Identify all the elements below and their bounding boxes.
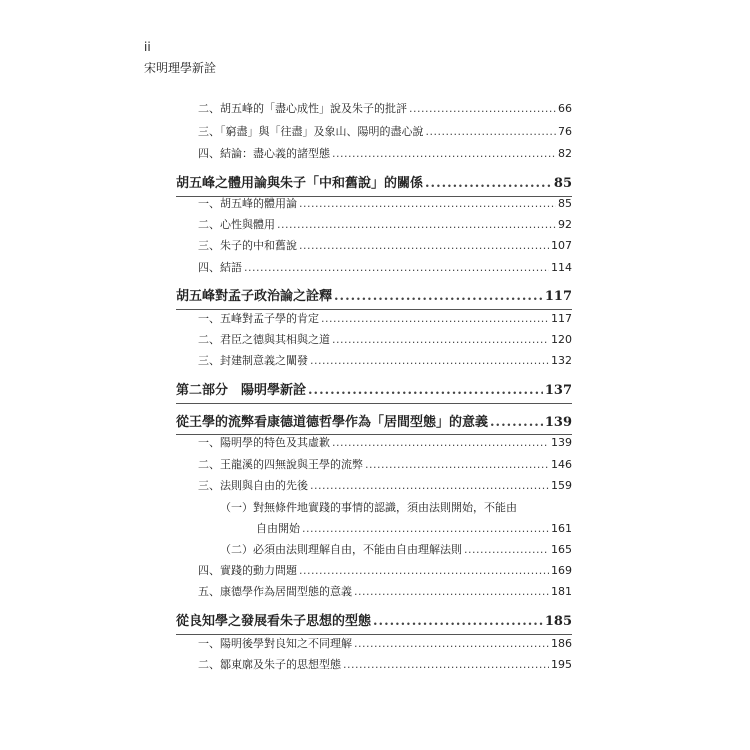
- dot-leader: [332, 331, 549, 349]
- toc-entry-title: 一、陽明後學對良知之不同理解: [198, 637, 352, 650]
- toc-entry-page: 146: [551, 458, 572, 471]
- toc-subentry[interactable]: [176, 541, 572, 559]
- toc-entry[interactable]: [176, 434, 572, 452]
- dot-leader: [334, 288, 543, 306]
- toc-entry-page: 107: [551, 239, 572, 252]
- dot-leader: [302, 520, 549, 538]
- toc-entry[interactable]: [176, 331, 572, 349]
- toc-entry[interactable]: [176, 195, 572, 213]
- chapter-divider: [176, 403, 572, 404]
- toc-entry-title: 三、「窮盡」與「往盡」及象山、陽明的盡心說: [198, 125, 424, 138]
- toc-entry-title: 五、康德學作為居間型態的意義: [198, 585, 352, 598]
- toc-subentry-wrap-line: （一）對無條件地實踐的事情的認識，須由法則開始，不能由: [220, 501, 517, 514]
- toc-chapter-title: 胡五峰對孟子政治論之詮釋: [176, 289, 333, 304]
- toc-entry-title: 四、實踐的動力問題: [198, 564, 297, 577]
- toc-entry-page: 169: [551, 564, 572, 577]
- toc-chapter-title: 胡五峰之體用論與朱子「中和舊說」的關係: [176, 176, 424, 191]
- toc-entry[interactable]: [176, 216, 572, 234]
- toc-entry-title: 一、胡五峰的體用論: [198, 197, 297, 210]
- dot-leader: [373, 613, 543, 631]
- dot-leader: [332, 145, 556, 163]
- toc-entry[interactable]: [176, 477, 572, 495]
- toc-entry-page: 92: [558, 218, 572, 231]
- dot-leader: [299, 237, 549, 255]
- dot-leader: [343, 656, 549, 674]
- toc-entry-page: 161: [551, 522, 572, 535]
- toc-entry-page: 139: [551, 436, 572, 449]
- toc-entry-page: 66: [558, 102, 572, 115]
- toc-chapter[interactable]: [176, 613, 572, 631]
- chapter-divider: [176, 634, 572, 635]
- dot-leader: [426, 123, 557, 141]
- toc-entry-title: 一、陽明學的特色及其虛歉: [198, 436, 330, 449]
- toc-entry-page: 181: [551, 585, 572, 598]
- toc-chapter-page: 85: [553, 176, 572, 191]
- toc-entry[interactable]: [176, 259, 572, 277]
- dot-leader: [365, 456, 549, 474]
- toc-entry-page: 132: [551, 354, 572, 367]
- page-number: ii: [144, 40, 151, 54]
- toc-entry-page: 165: [551, 543, 572, 556]
- chapter-divider: [176, 434, 572, 435]
- toc-entry-title: 二、王龍溪的四無說與王學的流弊: [198, 458, 363, 471]
- dot-leader: [299, 562, 549, 580]
- dot-leader: [464, 541, 549, 559]
- toc-entry-title: 三、朱子的中和舊說: [198, 239, 297, 252]
- toc-entry-title: 自由開始: [256, 522, 300, 535]
- toc-entry-page: 114: [551, 261, 572, 274]
- toc-entry-page: 159: [551, 479, 572, 492]
- dot-leader: [277, 216, 556, 234]
- toc-entry-page: 195: [551, 658, 572, 671]
- dot-leader: [310, 352, 549, 370]
- dot-leader: [354, 583, 549, 601]
- toc-entry[interactable]: [176, 562, 572, 580]
- toc-entry[interactable]: [176, 237, 572, 255]
- toc-entry[interactable]: [176, 583, 572, 601]
- toc-chapter[interactable]: [176, 414, 572, 432]
- toc-entry[interactable]: [176, 123, 572, 141]
- toc-entry[interactable]: [176, 656, 572, 674]
- toc-entry-title: 三、封建制意義之闡發: [198, 354, 308, 367]
- dot-leader: [321, 310, 549, 328]
- toc-entry-title: 三、法則與自由的先後: [198, 479, 308, 492]
- toc-chapter[interactable]: [176, 175, 572, 193]
- toc-chapter-page: 139: [544, 415, 572, 430]
- dot-leader: [244, 259, 549, 277]
- toc-entry-page: 85: [558, 197, 572, 210]
- toc-entry-title: 一、五峰對孟子學的肯定: [198, 312, 319, 325]
- toc-chapter[interactable]: [176, 288, 572, 306]
- dot-leader: [299, 195, 556, 213]
- toc-entry-title: 二、胡五峰的「盡心成性」說及朱子的批評: [198, 102, 407, 115]
- toc-entry-page: 76: [558, 125, 572, 138]
- dot-leader: [332, 434, 549, 452]
- dot-leader: [409, 100, 556, 118]
- dot-leader: [425, 175, 552, 193]
- toc-entry-title: 二、鄒東廓及朱子的思想型態: [198, 658, 341, 671]
- toc-entry[interactable]: [176, 310, 572, 328]
- toc-entry-page: 117: [551, 312, 572, 325]
- toc-entry-title: （二）必須由法則理解自由，不能由自由理解法則: [220, 543, 462, 556]
- toc-chapter-title: 從王學的流弊看康德道德哲學作為「居間型態」的意義: [176, 415, 489, 430]
- toc-chapter-page: 185: [544, 614, 572, 629]
- toc-entry-title: 二、君臣之德與其相與之道: [198, 333, 330, 346]
- toc-entry[interactable]: [176, 100, 572, 118]
- toc-entry-page: 82: [558, 147, 572, 160]
- dot-leader: [490, 414, 543, 432]
- dot-leader: [308, 382, 543, 400]
- toc-entry[interactable]: [176, 456, 572, 474]
- toc-entry-title: 二、心性與體用: [198, 218, 275, 231]
- running-header-title: 宋明理學新詮: [144, 61, 217, 75]
- toc-chapter-title: 從良知學之發展看朱子思想的型態: [176, 614, 372, 629]
- toc-chapter-page: 117: [544, 289, 572, 304]
- chapter-divider: [176, 309, 572, 310]
- toc-part-page: 137: [544, 383, 572, 398]
- toc-entry-title: 四、結語: [198, 261, 242, 274]
- toc-entry[interactable]: [176, 352, 572, 370]
- toc-entry-title: 四、結論：盡心義的諸型態: [198, 147, 330, 160]
- dot-leader: [354, 635, 549, 653]
- toc-entry[interactable]: [176, 145, 572, 163]
- dot-leader: [310, 477, 549, 495]
- toc-entry-page: 120: [551, 333, 572, 346]
- toc-entry-page: 186: [551, 637, 572, 650]
- toc-part-title: 第二部分 陽明學新詮: [176, 383, 307, 398]
- toc-part[interactable]: [176, 382, 572, 400]
- toc-entry[interactable]: [176, 635, 572, 653]
- chapter-divider: [176, 196, 572, 197]
- toc-subentry[interactable]: [176, 520, 572, 538]
